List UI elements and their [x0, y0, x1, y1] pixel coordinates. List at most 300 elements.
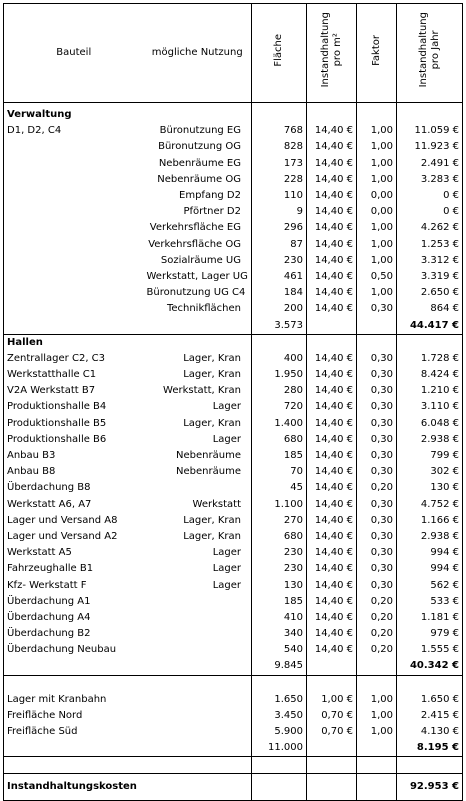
cell-flaeche: 828: [252, 139, 307, 155]
empty-cell: [357, 334, 397, 351]
cell-nutzung: Pförtner D2: [183, 206, 241, 218]
subtotal-jahr: 8.195 €: [397, 740, 463, 757]
cell-flaeche: 200: [252, 301, 307, 317]
cell-bauteil: Lager und Versand A2: [4, 529, 144, 545]
cell-flaeche: 110: [252, 188, 307, 204]
cell-jahr: 2.415 €: [397, 708, 463, 724]
table-row: [4, 285, 463, 301]
cell-nutzung: Werkstatt, Lager UG: [146, 270, 248, 282]
cell-preis: 14,40 €: [307, 383, 357, 399]
cell-preis: 14,40 €: [307, 399, 357, 415]
cell-faktor: 0,30: [357, 301, 397, 317]
cell-preis: 14,40 €: [307, 561, 357, 577]
table-row: [4, 172, 463, 188]
empty-cell: [307, 334, 357, 351]
cell-flaeche: 768: [252, 123, 307, 139]
cell-nutzung: Lager, Kran: [183, 352, 241, 364]
cell-nutzung: Nebenräume EG: [158, 157, 241, 169]
cell-jahr: 3.110 €: [397, 399, 463, 415]
cell-nutzung: Verkehrsfläche EG: [149, 222, 241, 234]
table-row: [4, 123, 463, 139]
header-nutzung: mögliche Nutzung: [144, 4, 252, 103]
cell-nutzung: Büronutzung UG C4: [146, 287, 246, 299]
cell-preis: 14,40 €: [307, 204, 357, 220]
cell-faktor: 0,30: [357, 448, 397, 464]
cell-preis: 14,40 €: [307, 156, 357, 172]
cell-faktor: 1,00: [357, 139, 397, 155]
cell-faktor: 0,30: [357, 497, 397, 513]
table-header-row: [4, 4, 463, 103]
cell-jahr: 1.555 €: [397, 642, 463, 658]
cell-jahr: 994 €: [397, 561, 463, 577]
cell-flaeche: 70: [252, 464, 307, 480]
cell-nutzung: Lager, Kran: [183, 417, 241, 429]
empty-cell: [252, 675, 307, 692]
table-row: [4, 724, 463, 740]
cell-preis: 14,40 €: [307, 172, 357, 188]
cell-bauteil: Werkstatt A5: [4, 545, 144, 561]
cell-nutzung: Nebenräume OG: [157, 173, 241, 185]
blank-row: [4, 757, 463, 774]
table-row: [4, 513, 463, 529]
cell-jahr: 1.210 €: [397, 383, 463, 399]
cell-preis: 14,40 €: [307, 301, 357, 317]
cell-bauteil: Zentrallager C2, C3: [4, 351, 144, 367]
cell-bauteil: [4, 269, 144, 285]
cell-bauteil: Überdachung A1: [4, 594, 144, 610]
cell-preis: 14,40 €: [307, 237, 357, 253]
cell-bauteil: [4, 172, 144, 188]
cell-faktor: 0,30: [357, 383, 397, 399]
cell-preis: 14,40 €: [307, 513, 357, 529]
table-row: [4, 383, 463, 399]
cell-flaeche: 87: [252, 237, 307, 253]
cell-preis: 14,40 €: [307, 139, 357, 155]
cell-nutzung: Büronutzung OG: [158, 141, 241, 153]
cell-preis: 14,40 €: [307, 626, 357, 642]
cell-faktor: 0,30: [357, 367, 397, 383]
maintenance-cost-table: [3, 3, 463, 801]
cell-jahr: 979 €: [397, 626, 463, 642]
cell-preis: 14,40 €: [307, 577, 357, 593]
table-row: [4, 367, 463, 383]
cell-flaeche: 1.950: [252, 367, 307, 383]
cell-bauteil: [4, 204, 144, 220]
empty-cell: [357, 740, 397, 757]
empty-cell: [4, 317, 144, 334]
cell-bauteil: Anbau B8: [4, 464, 144, 480]
cell-jahr: 302 €: [397, 464, 463, 480]
cell-faktor: 1,00: [357, 123, 397, 139]
cell-nutzung: Nebenräume: [176, 466, 241, 478]
cell-preis: 14,40 €: [307, 123, 357, 139]
cell-faktor: 1,00: [357, 253, 397, 269]
empty-cell: [357, 107, 397, 123]
empty-cell: [252, 757, 307, 774]
table-row: [4, 626, 463, 642]
cell-jahr: 4.752 €: [397, 497, 463, 513]
empty-cell: [397, 107, 463, 123]
table-row: [4, 139, 463, 155]
cell-preis: 14,40 €: [307, 269, 357, 285]
cell-flaeche: 185: [252, 594, 307, 610]
cell-preis: 14,40 €: [307, 351, 357, 367]
subtotal-flaeche: 11.000: [252, 740, 307, 757]
empty-cell: [357, 317, 397, 334]
empty-cell: [357, 658, 397, 675]
cell-nutzung: [144, 480, 252, 496]
cell-preis: 14,40 €: [307, 432, 357, 448]
cell-jahr: 6.048 €: [397, 416, 463, 432]
table-row: [4, 416, 463, 432]
cell-faktor: 0,20: [357, 594, 397, 610]
cell-bauteil: Überdachung Neubau: [4, 642, 144, 658]
empty-cell: [4, 757, 144, 774]
cell-faktor: 0,20: [357, 480, 397, 496]
cell-flaeche: 184: [252, 285, 307, 301]
total-row: [4, 774, 463, 801]
table-row: [4, 448, 463, 464]
cell-flaeche: 680: [252, 529, 307, 545]
cell-jahr: 8.424 €: [397, 367, 463, 383]
empty-cell: [307, 107, 357, 123]
cell-jahr: 3.319 €: [397, 269, 463, 285]
cell-preis: 14,40 €: [307, 188, 357, 204]
cell-jahr: 994 €: [397, 545, 463, 561]
empty-cell: [397, 675, 463, 692]
cell-preis: 0,70 €: [307, 724, 357, 740]
cell-nutzung: Lager: [212, 579, 241, 591]
empty-cell: [4, 675, 144, 692]
cell-bauteil: [4, 285, 144, 301]
cell-nutzung: [144, 692, 252, 708]
empty-cell: [357, 757, 397, 774]
header-bauteil: Bauteil: [4, 4, 144, 103]
header-preis-label: Instandhaltung pro m²: [319, 12, 343, 88]
cell-faktor: 0,30: [357, 529, 397, 545]
cell-bauteil: Produktionshalle B5: [4, 416, 144, 432]
cell-jahr: 3.283 €: [397, 172, 463, 188]
cell-preis: 1,00 €: [307, 692, 357, 708]
table-row: [4, 577, 463, 593]
cell-faktor: 1,00: [357, 237, 397, 253]
cell-flaeche: 45: [252, 480, 307, 496]
cell-flaeche: 410: [252, 610, 307, 626]
cell-bauteil: Produktionshalle B4: [4, 399, 144, 415]
subtotal-row: [4, 740, 463, 757]
table-row: [4, 301, 463, 317]
cell-nutzung: Lager, Kran: [183, 530, 241, 542]
table-row: [4, 464, 463, 480]
cell-jahr: 1.728 €: [397, 351, 463, 367]
cell-flaeche: 185: [252, 448, 307, 464]
cell-faktor: 0,30: [357, 513, 397, 529]
cell-flaeche: 230: [252, 545, 307, 561]
empty-cell: [144, 675, 252, 692]
cell-nutzung: [144, 610, 252, 626]
cell-faktor: 0,30: [357, 561, 397, 577]
cell-nutzung: Verkehrsfläche OG: [148, 238, 241, 250]
cell-jahr: 4.262 €: [397, 220, 463, 236]
cell-bauteil: [4, 301, 144, 317]
empty-cell: [144, 774, 252, 801]
section-title: Verwaltung: [4, 107, 144, 123]
header-jahr: [397, 4, 463, 103]
empty-cell: [144, 658, 252, 675]
blank-row: [4, 675, 463, 692]
cell-bauteil: [4, 156, 144, 172]
cell-flaeche: 1.400: [252, 416, 307, 432]
cell-nutzung: Empfang D2: [179, 190, 241, 202]
cell-preis: 14,40 €: [307, 220, 357, 236]
cell-jahr: 2.938 €: [397, 529, 463, 545]
cell-jahr: 11.059 €: [397, 123, 463, 139]
cell-nutzung: Sozialräume UG: [160, 254, 241, 266]
cell-flaeche: 228: [252, 172, 307, 188]
cell-bauteil: Kfz- Werkstatt F: [4, 577, 144, 593]
empty-cell: [397, 334, 463, 351]
cell-nutzung: Lager: [212, 433, 241, 445]
cell-bauteil: Lager mit Kranbahn: [4, 692, 144, 708]
table-row: [4, 237, 463, 253]
cell-jahr: 2.938 €: [397, 432, 463, 448]
empty-cell: [4, 740, 144, 757]
cell-preis: 14,40 €: [307, 416, 357, 432]
cell-jahr: 864 €: [397, 301, 463, 317]
cell-preis: 14,40 €: [307, 480, 357, 496]
cell-jahr: 0 €: [397, 204, 463, 220]
cell-faktor: 0,20: [357, 610, 397, 626]
cell-preis: 14,40 €: [307, 529, 357, 545]
table-row: [4, 399, 463, 415]
empty-cell: [357, 675, 397, 692]
table-row: [4, 480, 463, 496]
cell-faktor: 0,20: [357, 642, 397, 658]
cell-bauteil: Freifläche Nord: [4, 708, 144, 724]
cell-faktor: 0,30: [357, 464, 397, 480]
cell-faktor: 1,00: [357, 172, 397, 188]
cell-nutzung: Lager, Kran: [183, 369, 241, 381]
cell-preis: 14,40 €: [307, 594, 357, 610]
cell-bauteil: Überdachung A4: [4, 610, 144, 626]
table-row: [4, 497, 463, 513]
cell-flaeche: 230: [252, 561, 307, 577]
empty-cell: [144, 334, 252, 351]
cell-bauteil: [4, 237, 144, 253]
cell-bauteil: [4, 253, 144, 269]
cell-bauteil: Werkstatt A6, A7: [4, 497, 144, 513]
cell-faktor: 0,30: [357, 545, 397, 561]
empty-cell: [144, 757, 252, 774]
cell-bauteil: Fahrzeughalle B1: [4, 561, 144, 577]
cell-faktor: 0,30: [357, 432, 397, 448]
empty-cell: [144, 740, 252, 757]
empty-cell: [144, 317, 252, 334]
cell-bauteil: Überdachung B8: [4, 480, 144, 496]
cell-nutzung: Lager, Kran: [183, 514, 241, 526]
cell-jahr: 533 €: [397, 594, 463, 610]
cell-jahr: 130 €: [397, 480, 463, 496]
cell-preis: 14,40 €: [307, 464, 357, 480]
cell-nutzung: Werkstatt, Kran: [163, 385, 241, 397]
subtotal-jahr: 44.417 €: [397, 317, 463, 334]
subtotal-flaeche: 3.573: [252, 317, 307, 334]
cell-jahr: 799 €: [397, 448, 463, 464]
empty-cell: [307, 658, 357, 675]
cell-flaeche: 1.100: [252, 497, 307, 513]
table-row: [4, 432, 463, 448]
cell-bauteil: [4, 188, 144, 204]
cell-faktor: 0,30: [357, 416, 397, 432]
table-row: [4, 253, 463, 269]
cell-flaeche: 720: [252, 399, 307, 415]
cell-jahr: 2.650 €: [397, 285, 463, 301]
cell-nutzung: [144, 626, 252, 642]
cell-nutzung: Lager: [212, 563, 241, 575]
cell-flaeche: 230: [252, 253, 307, 269]
cell-flaeche: 5.900: [252, 724, 307, 740]
cell-bauteil: D1, D2, C4: [4, 123, 144, 139]
cell-bauteil: [4, 220, 144, 236]
cell-nutzung: Technikflächen: [166, 303, 241, 315]
cell-jahr: 1.181 €: [397, 610, 463, 626]
cell-nutzung: [144, 724, 252, 740]
cell-nutzung: Werkstatt: [192, 498, 241, 510]
subtotal-flaeche: 9.845: [252, 658, 307, 675]
cell-faktor: 0,00: [357, 188, 397, 204]
cell-flaeche: 340: [252, 626, 307, 642]
cell-jahr: 562 €: [397, 577, 463, 593]
empty-cell: [397, 757, 463, 774]
table-row: [4, 269, 463, 285]
cell-bauteil: Anbau B3: [4, 448, 144, 464]
table-row: [4, 708, 463, 724]
section-header-row: [4, 334, 463, 351]
cell-flaeche: 461: [252, 269, 307, 285]
table-row: [4, 351, 463, 367]
table-row: [4, 692, 463, 708]
cell-jahr: 1.650 €: [397, 692, 463, 708]
empty-cell: [252, 774, 307, 801]
cell-faktor: 0,30: [357, 577, 397, 593]
table-row: [4, 610, 463, 626]
cell-bauteil: [4, 139, 144, 155]
cell-flaeche: 173: [252, 156, 307, 172]
cell-faktor: 1,00: [357, 156, 397, 172]
empty-cell: [252, 107, 307, 123]
cell-jahr: 11.923 €: [397, 139, 463, 155]
subtotal-row: [4, 317, 463, 334]
cell-flaeche: 270: [252, 513, 307, 529]
cell-jahr: 1.253 €: [397, 237, 463, 253]
cell-bauteil: V2A Werkstatt B7: [4, 383, 144, 399]
cell-jahr: 1.166 €: [397, 513, 463, 529]
empty-cell: [4, 658, 144, 675]
header-jahr-label: Instandhaltung pro Jahr: [417, 12, 441, 88]
cell-faktor: 0,00: [357, 204, 397, 220]
empty-cell: [252, 334, 307, 351]
section-header-row: [4, 107, 463, 123]
cell-faktor: 0,20: [357, 626, 397, 642]
cell-faktor: 0,30: [357, 399, 397, 415]
cell-faktor: 1,00: [357, 285, 397, 301]
cell-faktor: 1,00: [357, 220, 397, 236]
cell-bauteil: Werkstatthalle C1: [4, 367, 144, 383]
cell-preis: 14,40 €: [307, 610, 357, 626]
cell-flaeche: 130: [252, 577, 307, 593]
cell-nutzung: Lager: [212, 401, 241, 413]
header-faktor-label: Faktor: [370, 34, 382, 66]
cell-faktor: 0,30: [357, 351, 397, 367]
cell-preis: 14,40 €: [307, 448, 357, 464]
cell-bauteil: Produktionshalle B6: [4, 432, 144, 448]
table-row: [4, 561, 463, 577]
header-preis: [307, 4, 357, 103]
cell-faktor: 1,00: [357, 692, 397, 708]
cell-preis: 14,40 €: [307, 285, 357, 301]
table-row: [4, 594, 463, 610]
subtotal-jahr: 40.342 €: [397, 658, 463, 675]
empty-cell: [144, 107, 252, 123]
total-label: Instandhaltungskosten: [4, 774, 144, 801]
cell-flaeche: 1.650: [252, 692, 307, 708]
cell-flaeche: 296: [252, 220, 307, 236]
cell-jahr: 2.491 €: [397, 156, 463, 172]
empty-cell: [307, 757, 357, 774]
empty-cell: [357, 774, 397, 801]
cell-preis: 14,40 €: [307, 545, 357, 561]
table-row: [4, 642, 463, 658]
cell-flaeche: 680: [252, 432, 307, 448]
cell-nutzung: [144, 642, 252, 658]
cell-flaeche: 9: [252, 204, 307, 220]
cell-faktor: 0,50: [357, 269, 397, 285]
total-value: 92.953 €: [397, 774, 463, 801]
header-flaeche: [252, 4, 307, 103]
table-row: [4, 156, 463, 172]
cell-jahr: 0 €: [397, 188, 463, 204]
cell-bauteil: Überdachung B2: [4, 626, 144, 642]
cell-nutzung: [144, 708, 252, 724]
cell-nutzung: Büronutzung EG: [159, 125, 241, 137]
cell-nutzung: [144, 594, 252, 610]
cell-jahr: 4.130 €: [397, 724, 463, 740]
cell-preis: 0,70 €: [307, 708, 357, 724]
cell-flaeche: 3.450: [252, 708, 307, 724]
cell-bauteil: Lager und Versand A8: [4, 513, 144, 529]
header-flaeche-label: Fläche: [273, 33, 284, 67]
cell-jahr: 3.312 €: [397, 253, 463, 269]
header-faktor: [357, 4, 397, 103]
table-row: [4, 220, 463, 236]
cell-faktor: 1,00: [357, 724, 397, 740]
cell-nutzung: Nebenräume: [176, 450, 241, 462]
cell-flaeche: 540: [252, 642, 307, 658]
empty-cell: [307, 774, 357, 801]
cell-bauteil: Freifläche Süd: [4, 724, 144, 740]
empty-cell: [307, 740, 357, 757]
cell-faktor: 1,00: [357, 708, 397, 724]
subtotal-row: [4, 658, 463, 675]
cell-preis: 14,40 €: [307, 253, 357, 269]
cell-preis: 14,40 €: [307, 367, 357, 383]
section-title: Hallen: [4, 334, 144, 351]
table-row: [4, 545, 463, 561]
cell-nutzung: Lager: [212, 547, 241, 559]
cell-flaeche: 400: [252, 351, 307, 367]
empty-cell: [307, 317, 357, 334]
table-row: [4, 204, 463, 220]
